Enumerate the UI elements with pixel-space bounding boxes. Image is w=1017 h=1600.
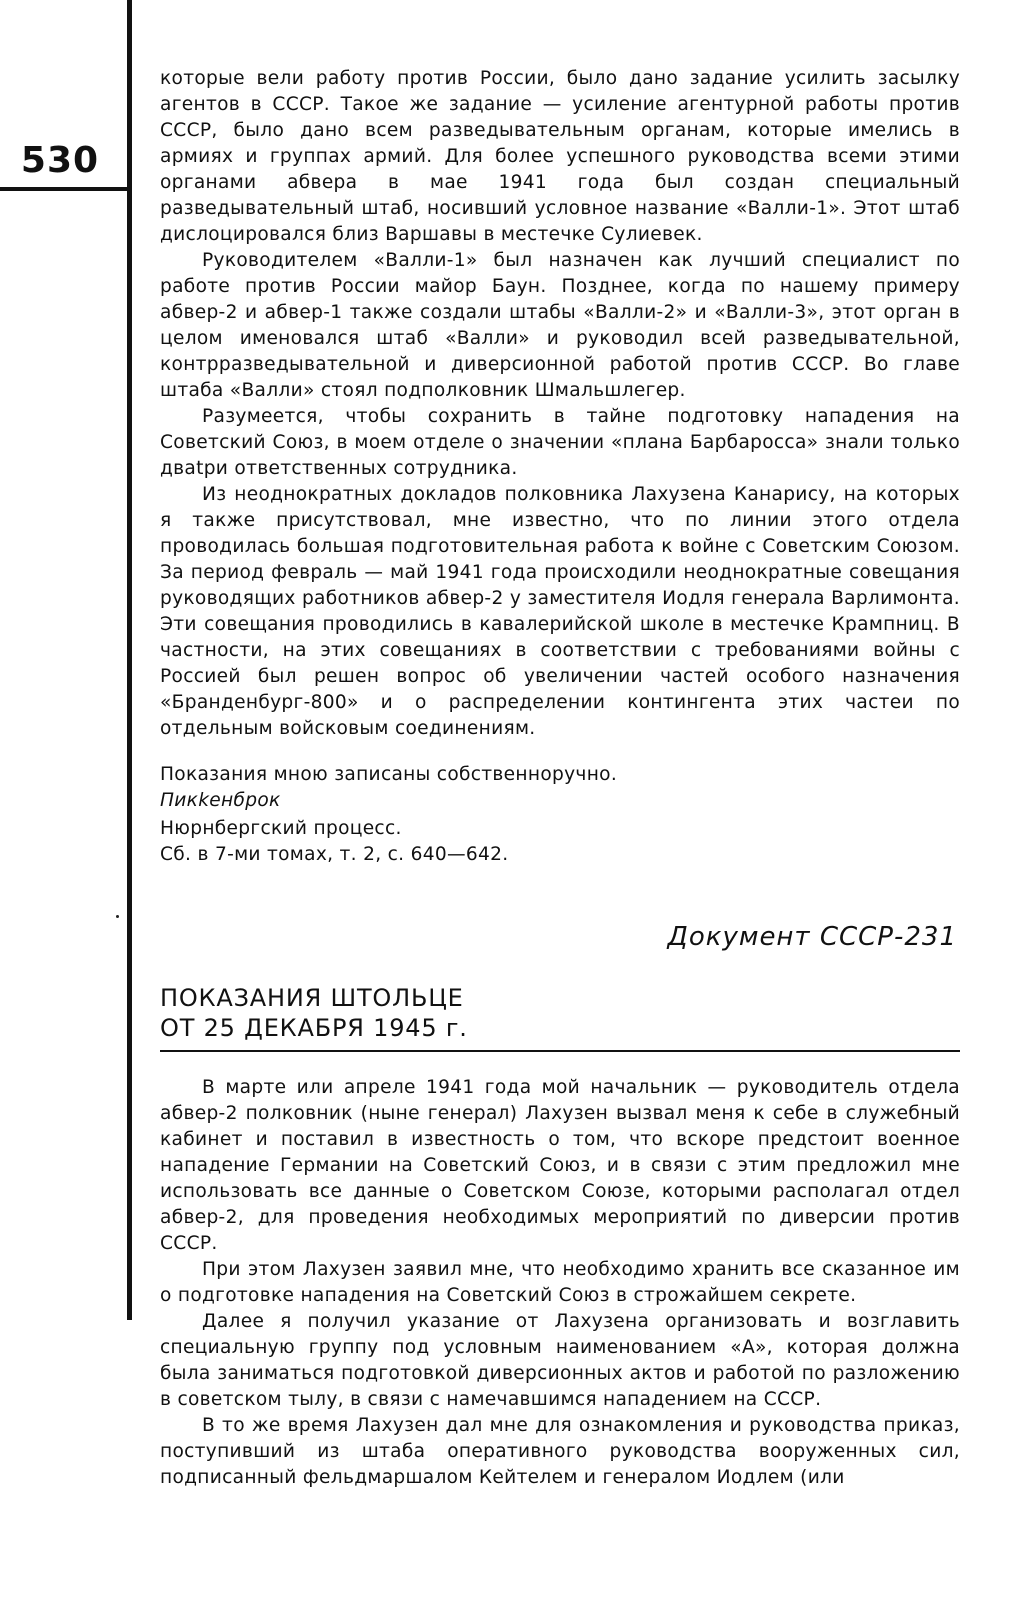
bottom-text-block: [160, 1075, 960, 1491]
source-line: Нюрнбергский процесс.: [160, 818, 402, 839]
paragraph: Далее я получил указание от Лахузена организовать и возглавить специальную группу под условным наименованием «А», которая должна была заниматься подготовкой диверсионных актов и работой по разложению в советском тылу, в связи с намечавшимся нападением на СССР.: [160, 1311, 960, 1410]
print-speck: [116, 915, 119, 918]
paragraph: В марте или апреле 1941 года мой начальник — руководитель отдела абвер-2 полковник (ныне генерал) Лахузен вызвал меня к себе в служебный кабинет и поставил в известность о том, что вскоре предстоит военное нападение Германии на Советский Союз, и в связи с этим предложил мне использовать все данные о Советском Союзе, которыми располагал отдел абвер-2, для проведения необходимых мероприятий по диверсии против СССР.: [160, 1077, 960, 1254]
paragraph: В то же время Лахузен дал мне для ознакомления и руководства приказ, поступивший из штаба оперативного руководства вооруженных сил, подписанный фельдмаршалом Кейтелем и генералом Иодлем (или: [160, 1415, 960, 1488]
page-number: 530: [20, 140, 100, 181]
top-text-block: [160, 66, 960, 742]
closing-block: [160, 762, 960, 814]
document-label: Документ СССР-231: [667, 922, 957, 952]
source-line: Сб. в 7-ми томах, т. 2, с. 640—642.: [160, 844, 509, 865]
paragraph: Из неоднократных докладов полковника Лахузена Канарису, на которых я также присутствовал, мне известно, что по линии этого отдела проводилась большая подготовительная работа к войне с Советским Союзом. За период февраль — май 1941 года происходили неоднократные совещания руководящих работников абвер-2 у заместителя Иодля генерала Варлимонта. Эти совещания проводились в кавалерийской школе в местечке Крампниц. В частности, на этих совещаниях в соответствии с требованиями войны с Россией был решен вопрос об увеличении частей особого назначения «Бранденбург-800» и о распределении контингента этих частеи по отдельным войсковым соединениям.: [160, 484, 960, 739]
source-citation: [160, 816, 960, 868]
paragraph: При этом Лахузен заявил мне, что необходимо хранить все сказанное им о подготовке нападения на Советский Союз в строжайшем секрете.: [160, 1259, 960, 1306]
heading-line: ПОКАЗАНИЯ ШТОЛЬЦЕ: [160, 984, 464, 1012]
paragraph: которые вели работу против России, было дано задание усилить засылку агентов в СССР. Такое же задание — усиление агентурной работы против СССР, было дано всем разведывательным органам, которые имелись в армиях и группах армий. Для более успешного руководства всеми этими органами абвера в мае 1941 года был создан специальный разведывательный штаб, носивший условное название «Валли-1». Этот штаб дислоцировался близ Варшавы в местечке Сулиевек.: [160, 68, 960, 245]
page-number-underline: [0, 187, 128, 191]
heading-line: ОТ 25 ДЕКАБРЯ 1945 г.: [160, 1014, 468, 1042]
paragraph: Разумеется, чтобы сохранить в тайне подготовку нападения на Советский Союз, в моем отделе о значении «плана Барбаросса» знали только двatри ответственных сотрудника.: [160, 406, 960, 479]
margin-vertical-rule: [127, 0, 132, 1320]
paragraph: Руководителем «Валли-1» был назначен как лучший специалист по работе против России майор Баун. Позднее, когда по нашему примеру абвер-2 и абвер-1 также создали штабы «Валли-2» и «Валли-3», этот орган в целом именовался штаб «Валли» и руководил всей разведывательной, контрразведывательной и диверсионной работой против СССР. Во главе штаба «Валли» стоял подполковник Шмальшлегер.: [160, 250, 960, 401]
signature: Пикkенброк: [160, 790, 281, 811]
heading-rule: [160, 1050, 960, 1052]
section-heading: [160, 983, 960, 1043]
closing-statement: Показания мною записаны собственноручно.: [160, 764, 618, 785]
